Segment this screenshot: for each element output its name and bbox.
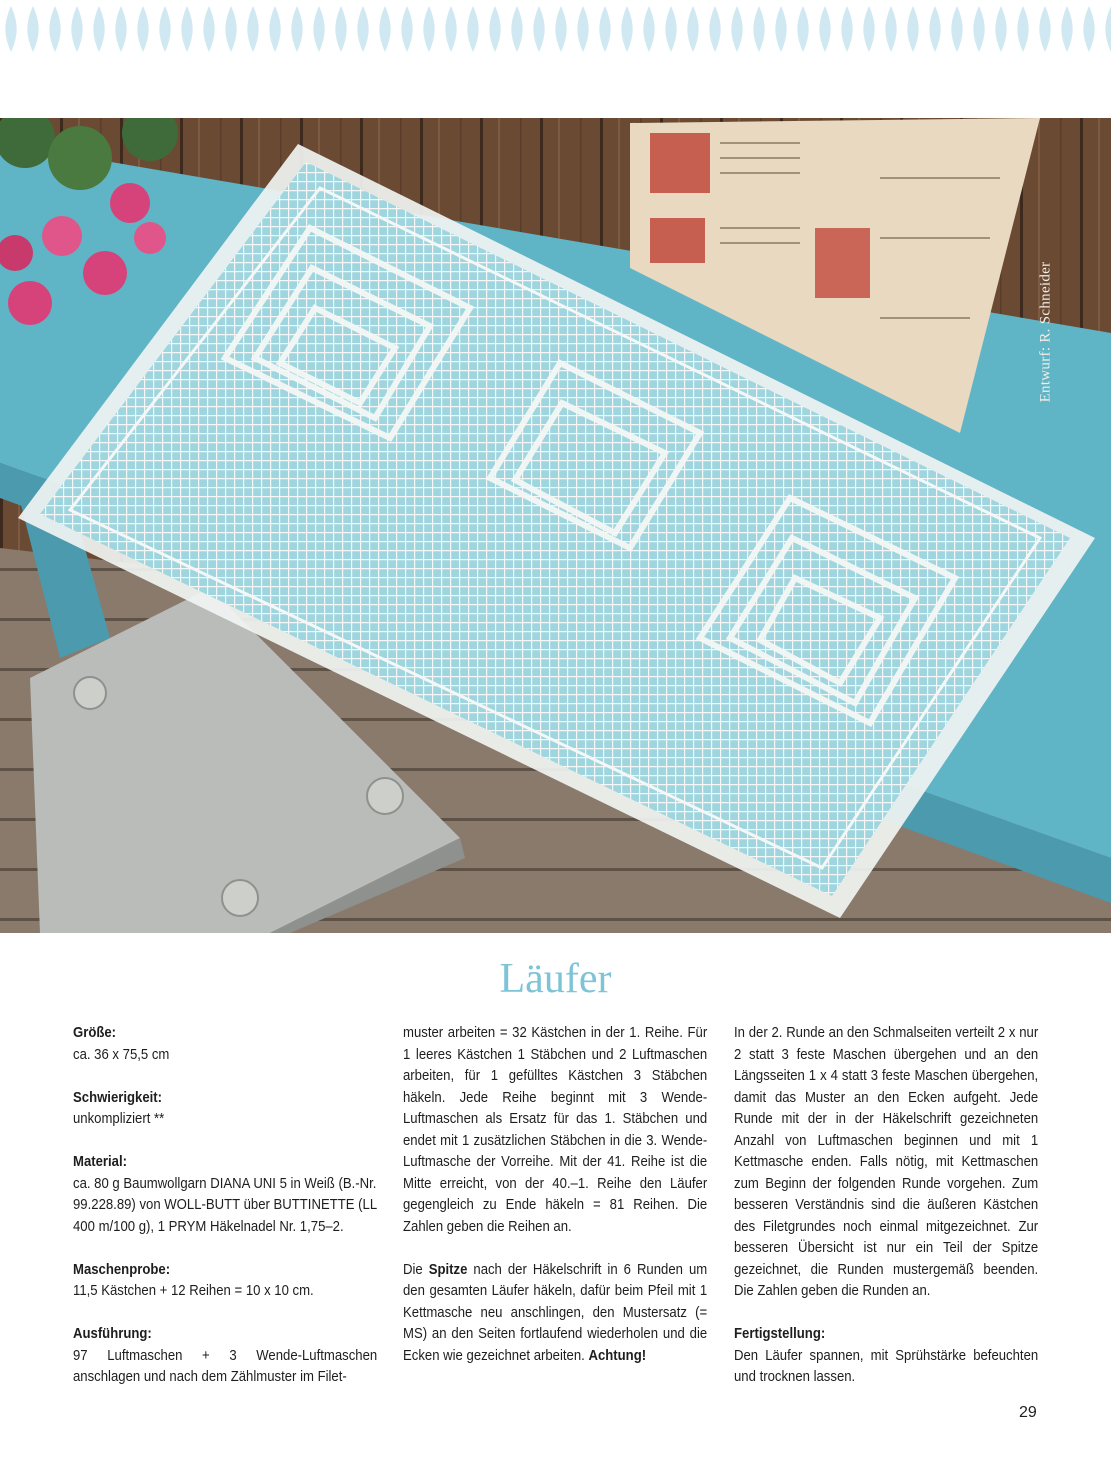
column-3	[734, 1023, 1038, 1389]
difficulty-heading: Schwierigkeit:	[73, 1089, 163, 1106]
difficulty-section	[73, 1088, 377, 1131]
finishing-heading: Fertigstellung:	[734, 1326, 826, 1342]
execution-heading: Ausführung:	[73, 1326, 152, 1342]
material-section	[73, 1152, 377, 1238]
execution-text: 97 Luftmaschen + 3 Wende-Luftmaschen anschlagen und nach dem Zählmuster im Filet-	[73, 1347, 378, 1385]
rows-instructions: muster arbeiten = 32 Kästchen in der 1. Reihe. Für 1 leeres Kästchen 1 Stäbchen und 2 Luftmaschen arbeiten, für 1 gefülltes Kästchen 3 Stäbchen häkeln. Jede Reihe beginnt mit 3 Wende-Luftmaschen als Ersatz für das 1. Stäbchen und endet mit 1 zusätzlichen Stäbchen in die 3. Wende-Luftmasche der Vorreihe. Mit der 41. Reihe ist die Mitte erreicht, von der 40.–1. Reihe den Läufer gegengleich zu Ende häkeln = 81 Reihen. Die Zahlen geben die Reihen an.	[403, 1025, 708, 1235]
gauge-heading: Maschenprobe:	[73, 1261, 171, 1278]
size-heading: Größe:	[73, 1025, 117, 1041]
size-section	[73, 1023, 377, 1066]
finishing-section	[734, 1324, 1038, 1389]
finishing-text: Den Läufer spannen, mit Sprühstärke befeuchten und trocknen lassen.	[734, 1347, 1039, 1385]
material-heading: Material:	[73, 1154, 128, 1170]
column-1	[73, 1023, 377, 1410]
edging-text-body: nach der Häkelschrift in 6 Runden um den gesamten Läufer häkeln, dafür beim Pfeil mit 1 Kettmasche neu anschlingen, den Mustersatz (= MS) an den Seiten fortlaufend wiederholen und die Ecken wie gezeichnet arbeiten.	[403, 1261, 708, 1364]
size-text: ca. 36 x 75,5 cm	[73, 1046, 170, 1063]
edging-instructions	[403, 1260, 707, 1368]
gauge-text: 11,5 Kästchen + 12 Reihen = 10 x 10 cm.	[73, 1283, 314, 1299]
table-runner-photo	[0, 118, 1111, 933]
top-decorative-band	[0, 0, 1111, 60]
round-instructions: In der 2. Runde an den Schmalseiten verteilt 2 x nur 2 statt 3 feste Maschen übergehen und an den Längsseiten 1 x 4 statt 3 feste Maschen übergehen, damit das Muster an den Ecken aufgeht. Jede Runde mit der in der Häkelschrift gezeichneten Anzahl von Luftmaschen beginnen und mit 1 Kettmasche enden. Falls nötig, mit Kettmaschen zum Beginn der folgenden Runde vorgehen. Zum besseren Verständnis sind die äußeren Kästchen des Filetgrundes noch einmal mitgezeichnet. Zur besseren Übersicht ist nur ein Teil der Spitze gezeichnet, die Runden mustergemäß beenden. Die Zahlen geben die Runden an.	[734, 1025, 1039, 1299]
edging-text-start: Die	[403, 1261, 429, 1278]
execution-section	[73, 1324, 377, 1389]
edging-keyword: Spitze	[428, 1261, 468, 1278]
photo-credit: Entwurf: R. Schneider	[1037, 261, 1054, 403]
material-text: ca. 80 g Baumwollgarn DIANA UNI 5 in Weiß (B.-Nr. 99.228.89) von WOLL-BUTT über BUTTINETTE (LL 400 m/100 g), 1 PRYM Häkelnadel Nr. 1,75–2.	[73, 1175, 377, 1235]
column-2	[403, 1023, 707, 1367]
gauge-section	[73, 1260, 377, 1303]
difficulty-text: unkompliziert **	[73, 1111, 165, 1127]
page-title: Läufer	[499, 956, 612, 1002]
attention-note: Achtung!	[588, 1347, 647, 1364]
page-number: 29	[1019, 1404, 1037, 1421]
